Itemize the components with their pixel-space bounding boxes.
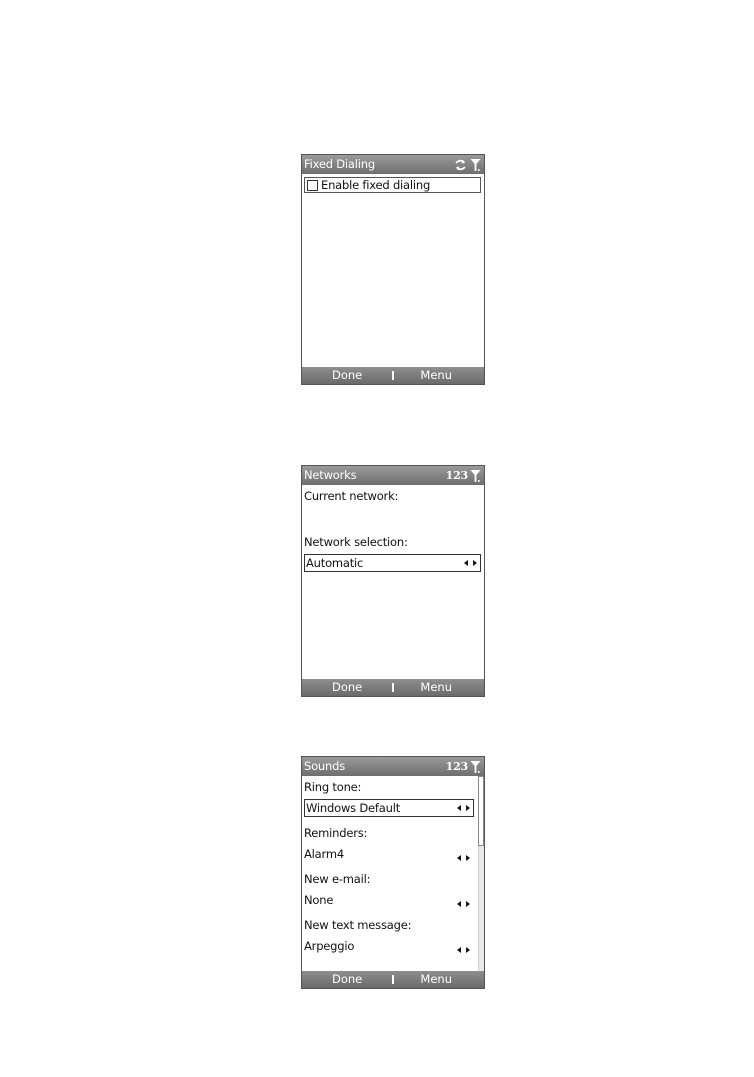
reminders-arrows — [457, 852, 470, 864]
new-email-value[interactable]: None — [304, 893, 334, 907]
new-email-arrows — [457, 898, 470, 910]
scrollbar[interactable] — [478, 776, 484, 971]
new-text-message-value[interactable]: Arpeggio — [304, 939, 355, 953]
enable-fixed-dialing-label: Enable fixed dialing — [321, 178, 431, 192]
screen-title: Fixed Dialing — [304, 157, 375, 171]
input-mode-indicator: 123 — [445, 469, 468, 482]
enable-fixed-dialing-row[interactable] — [304, 177, 481, 193]
title-bar — [302, 466, 484, 485]
reminders-label: Reminders: — [304, 826, 368, 840]
arrow-right-icon[interactable] — [473, 560, 477, 566]
ring-tone-picker[interactable] — [304, 799, 474, 817]
networks-screen — [301, 465, 485, 697]
arrow-left-icon[interactable] — [457, 805, 461, 811]
status-area — [446, 466, 481, 485]
arrow-left-icon[interactable] — [457, 901, 461, 907]
softkey-divider — [392, 975, 394, 984]
current-network-label: Current network: — [304, 489, 399, 503]
ring-tone-value: Windows Default — [306, 801, 401, 815]
network-selection-label: Network selection: — [304, 535, 408, 549]
arrow-right-icon[interactable] — [466, 901, 470, 907]
screen-title: Sounds — [304, 759, 346, 773]
new-text-message-arrows — [457, 944, 470, 956]
new-text-message-label: New text message: — [304, 918, 412, 932]
network-selection-picker[interactable] — [304, 554, 481, 572]
softkey-bar — [302, 679, 484, 696]
softkey-divider — [392, 683, 394, 692]
arrow-left-icon[interactable] — [457, 947, 461, 953]
scrollbar-thumb[interactable] — [478, 776, 484, 846]
sounds-screen — [301, 756, 485, 989]
network-selection-value: Automatic — [306, 556, 364, 570]
title-bar — [302, 155, 484, 174]
title-bar — [302, 757, 484, 776]
enable-fixed-dialing-checkbox[interactable] — [307, 180, 318, 191]
softkey-divider — [392, 371, 394, 380]
arrow-right-icon[interactable] — [466, 805, 470, 811]
done-softkey[interactable]: Done — [332, 972, 363, 986]
done-softkey[interactable]: Done — [332, 368, 363, 382]
softkey-bar — [302, 367, 484, 384]
picker-arrows — [464, 555, 477, 571]
ring-tone-label: Ring tone: — [304, 780, 362, 794]
picker-arrows — [457, 800, 470, 816]
reminders-value[interactable]: Alarm4 — [304, 847, 344, 861]
done-softkey[interactable]: Done — [332, 680, 363, 694]
menu-softkey[interactable]: Menu — [420, 972, 452, 986]
arrow-left-icon[interactable] — [457, 855, 461, 861]
input-mode-indicator: 123 — [445, 760, 468, 773]
arrow-left-icon[interactable] — [464, 560, 468, 566]
screen-title: Networks — [304, 468, 357, 482]
signal-icon — [470, 158, 481, 172]
menu-softkey[interactable]: Menu — [420, 368, 452, 382]
status-area — [446, 757, 481, 776]
fixed-dialing-screen — [301, 154, 485, 385]
sync-icon — [453, 159, 468, 171]
status-area — [453, 155, 481, 174]
arrow-right-icon[interactable] — [466, 947, 470, 953]
arrow-right-icon[interactable] — [466, 855, 470, 861]
signal-icon — [470, 469, 481, 483]
softkey-bar — [302, 971, 484, 988]
signal-icon — [470, 760, 481, 774]
new-email-label: New e-mail: — [304, 872, 371, 886]
menu-softkey[interactable]: Menu — [420, 680, 452, 694]
